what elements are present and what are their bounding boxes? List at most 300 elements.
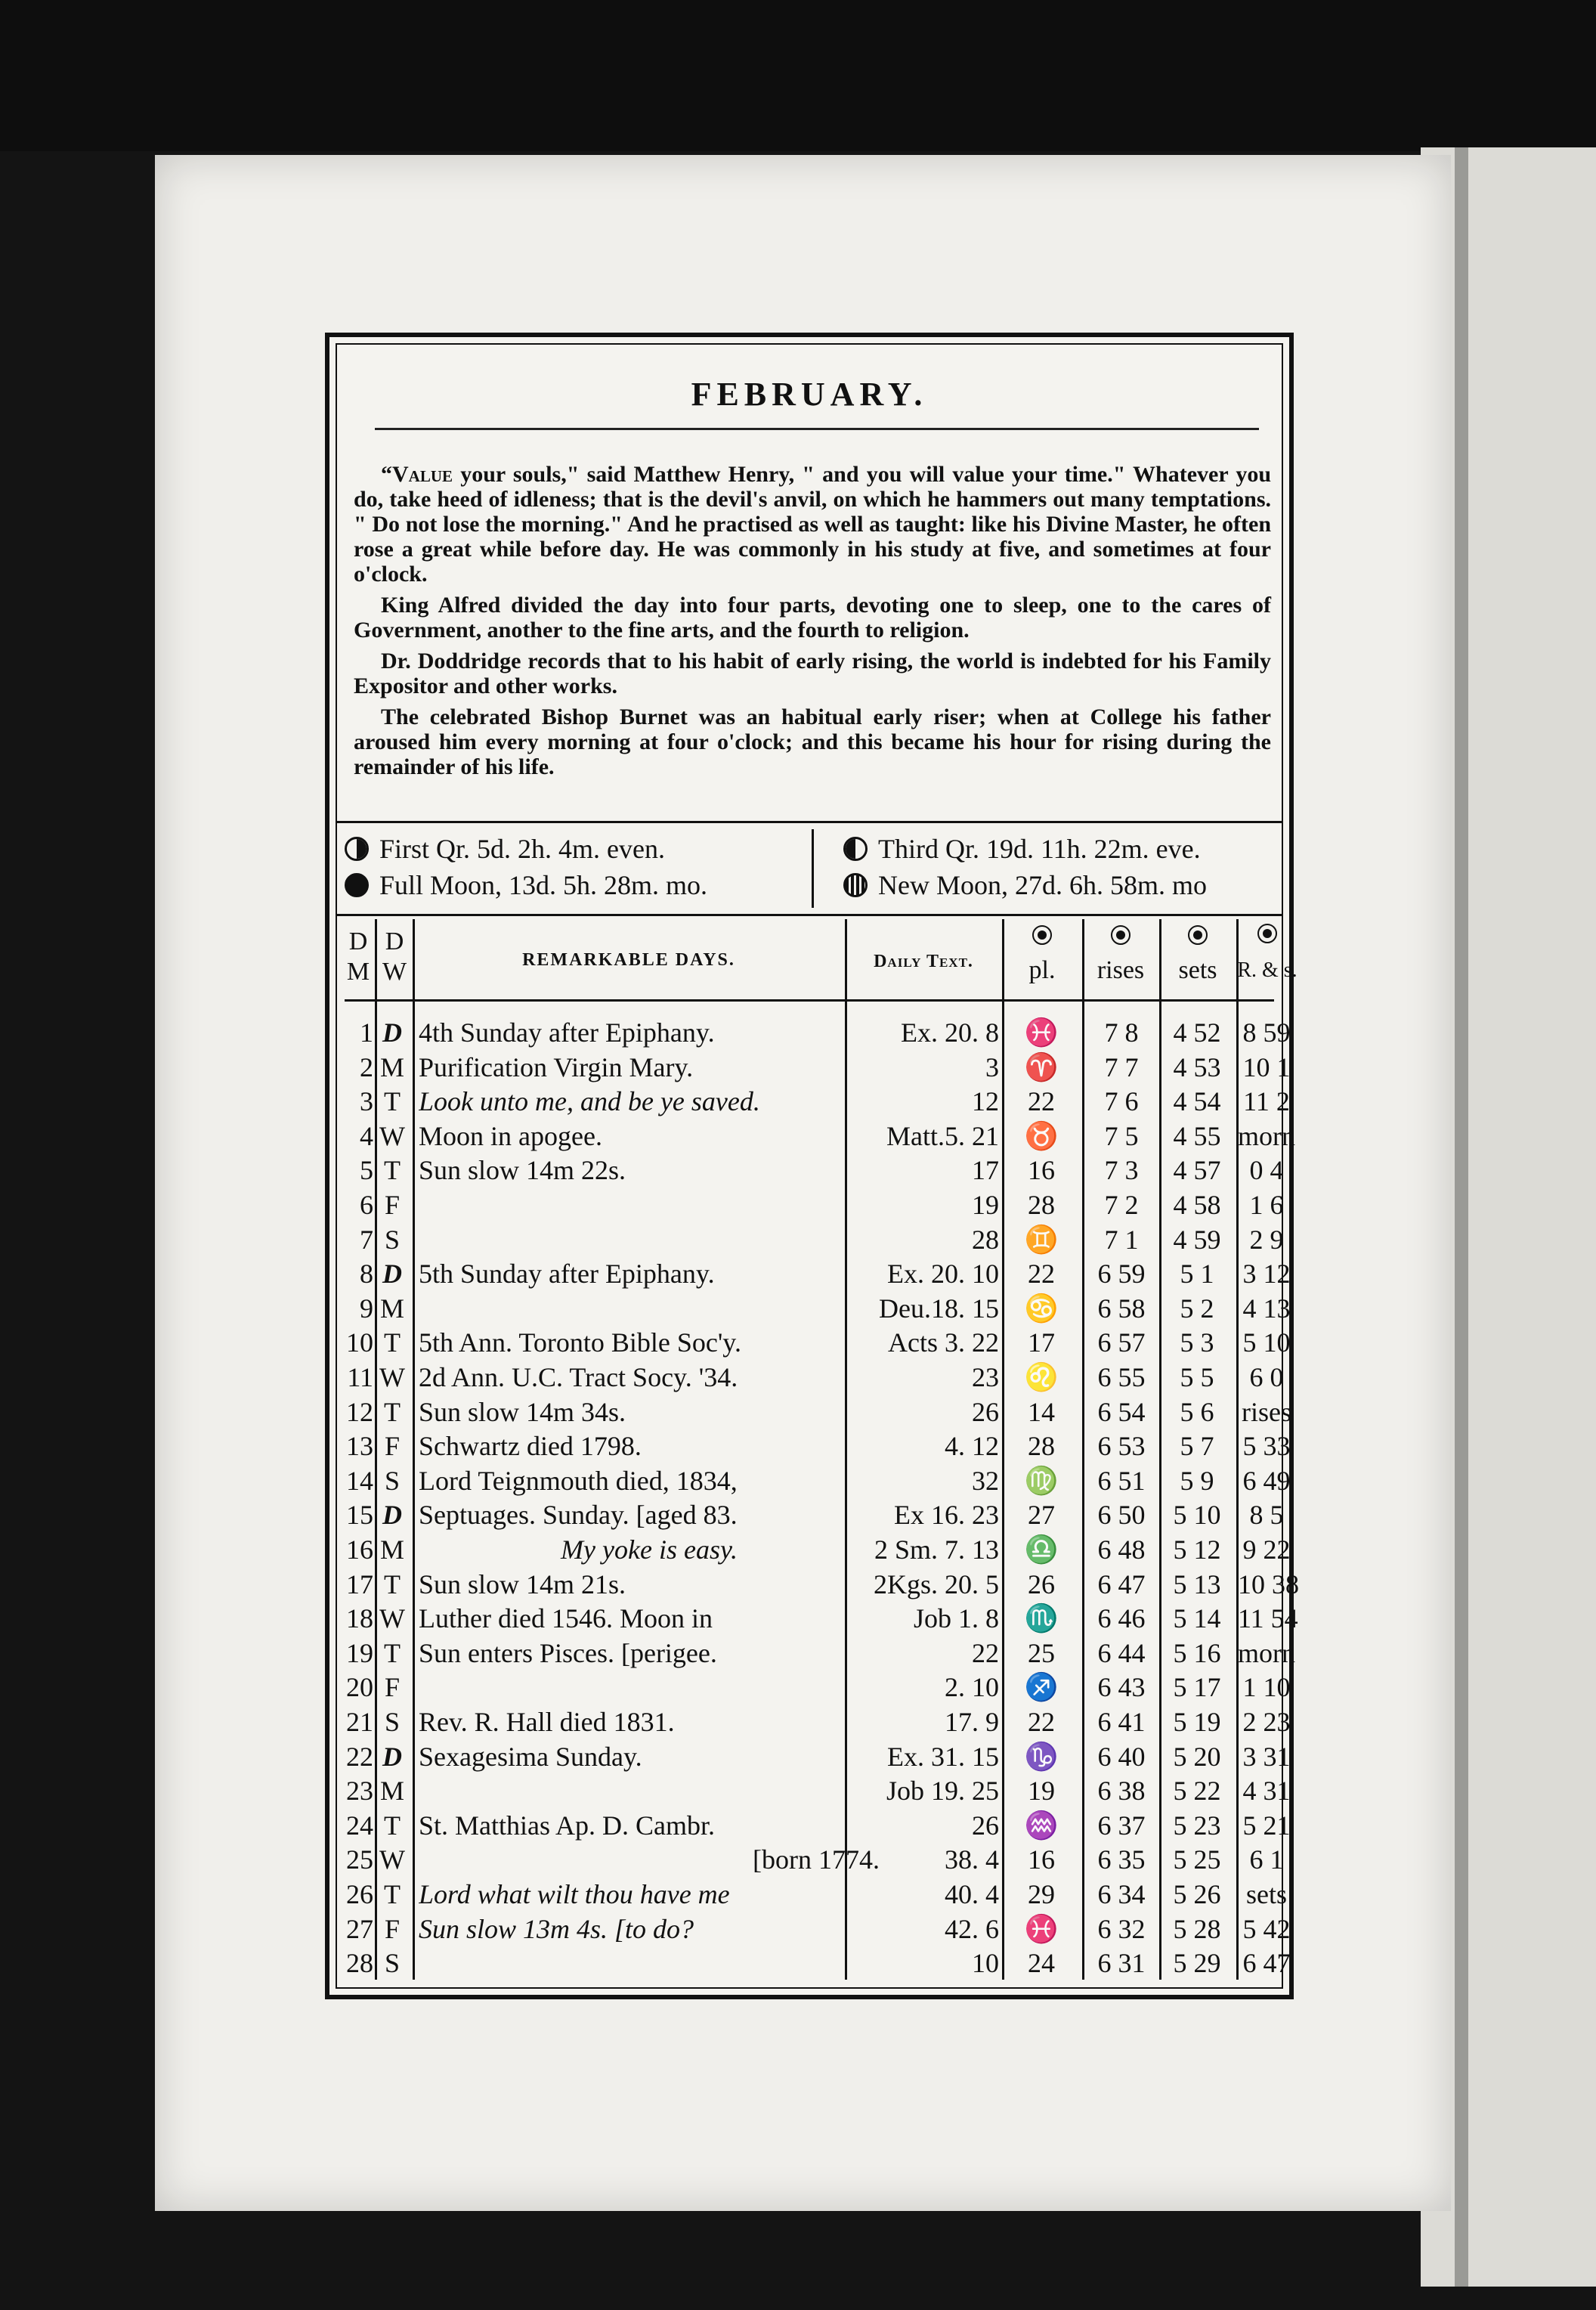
sun-rises: 6 37 xyxy=(1097,1810,1146,1841)
day-of-month: 12 xyxy=(346,1396,373,1427)
third-quarter-icon xyxy=(843,837,868,861)
day-of-month: 5 xyxy=(360,1155,373,1186)
table-row xyxy=(337,1602,1298,1636)
remarkable-day: Sun slow 14m 21s. xyxy=(419,1568,626,1599)
daily-text: 22 xyxy=(972,1637,999,1668)
daily-text: 19 xyxy=(972,1190,999,1220)
moon-place: ♈ xyxy=(1024,1051,1059,1082)
day-of-week: S xyxy=(384,1465,401,1496)
moon-rises-sets: 8 59 xyxy=(1242,1017,1291,1048)
moon-rises-sets: 3 12 xyxy=(1242,1259,1291,1290)
sun-rises: 6 41 xyxy=(1097,1707,1146,1737)
remarkable-day: Sun slow 14m 34s. xyxy=(419,1396,626,1427)
day-of-month: 20 xyxy=(346,1672,373,1703)
daily-text: 4. 12 xyxy=(945,1431,999,1462)
full-moon xyxy=(345,867,707,903)
sun-rises: 7 8 xyxy=(1104,1017,1139,1048)
sun-sets: 5 2 xyxy=(1180,1293,1214,1324)
moon-rises-sets: 2 23 xyxy=(1242,1707,1291,1737)
sun-sets: 5 29 xyxy=(1173,1948,1221,1979)
daily-text: 2. 10 xyxy=(945,1672,999,1703)
moon-rises-sets: 5 42 xyxy=(1242,1913,1291,1944)
table-row xyxy=(337,1051,1291,1085)
table-row xyxy=(337,1257,1291,1291)
daily-text: 26 xyxy=(972,1396,999,1427)
table-row xyxy=(337,1188,1282,1222)
moon-place: 22 xyxy=(1028,1707,1055,1737)
table-row xyxy=(337,1912,1291,1946)
day-of-week: M xyxy=(379,1293,404,1324)
moon-place: 16 xyxy=(1028,1844,1055,1875)
day-of-week: F xyxy=(384,1672,401,1703)
table-row xyxy=(337,1395,1291,1429)
sun-rises: 7 1 xyxy=(1104,1224,1139,1255)
remarkable-day: Look unto me, and be ye saved. xyxy=(419,1086,760,1117)
day-of-week: S xyxy=(384,1948,401,1979)
moon-place: ♉ xyxy=(1024,1120,1059,1151)
daily-text: 40. 4 xyxy=(945,1879,999,1909)
first-quarter-text: First Qr. 5d. 2h. 4m. even. xyxy=(379,834,665,864)
calendar-inner xyxy=(336,343,1299,1989)
moon-rises-sets: 1 10 xyxy=(1242,1672,1291,1703)
table-row xyxy=(337,1223,1282,1257)
table-row xyxy=(337,1429,1291,1463)
day-of-week: T xyxy=(384,1396,401,1427)
table-row xyxy=(337,1740,1291,1774)
moon-rises-sets: 5 10 xyxy=(1242,1327,1291,1358)
day-of-month: 8 xyxy=(360,1259,373,1290)
sun-rises: 6 47 xyxy=(1097,1568,1146,1599)
table-row xyxy=(337,1464,1291,1498)
moon-place: ♒ xyxy=(1024,1810,1059,1841)
remarkable-day: Sun slow 13m 4s. [to do? xyxy=(419,1913,694,1944)
daily-text: Ex. 20. 10 xyxy=(887,1259,999,1290)
sun-sets: 5 13 xyxy=(1173,1568,1221,1599)
sun-rises: 6 31 xyxy=(1097,1948,1146,1979)
day-of-week: F xyxy=(384,1190,401,1220)
daily-text: Deu.18. 15 xyxy=(879,1293,999,1324)
remarkable-day: Sun enters Pisces. [perigee. xyxy=(419,1637,717,1668)
daily-text: 10 xyxy=(972,1948,999,1979)
day-of-week: S xyxy=(384,1707,401,1737)
day-of-week: T xyxy=(384,1568,401,1599)
sun-rises: 6 51 xyxy=(1097,1465,1146,1496)
daily-text: Job 1. 8 xyxy=(913,1603,999,1634)
table-row xyxy=(337,1326,1291,1360)
daily-text: 3 xyxy=(985,1051,999,1082)
sun-sets: 5 7 xyxy=(1180,1431,1214,1462)
table-row xyxy=(337,1843,1282,1877)
day-of-month: 17 xyxy=(346,1568,373,1599)
day-of-week: M xyxy=(379,1776,404,1807)
table-row xyxy=(337,1292,1291,1326)
remarkable-day: Rev. R. Hall died 1831. xyxy=(419,1707,675,1737)
intro-paragraph-3: Dr. Doddridge records that to his habit of early rising, the world is indebted for his Family Expositor and other works. xyxy=(354,649,1271,698)
moon-divider xyxy=(812,829,814,908)
sun-rises: 6 43 xyxy=(1097,1672,1146,1703)
moon-place: 25 xyxy=(1028,1637,1055,1668)
header-dw-bottom: W xyxy=(382,958,407,986)
remarkable-day: Moon in apogee. xyxy=(419,1120,602,1151)
moon-place: ♏ xyxy=(1024,1603,1059,1634)
day-of-month: 18 xyxy=(346,1603,373,1634)
day-of-week: D xyxy=(382,1741,402,1772)
sun-sets: 4 58 xyxy=(1173,1190,1221,1220)
daily-text: Ex. 31. 15 xyxy=(887,1741,999,1772)
sun-sets: 5 5 xyxy=(1180,1362,1214,1392)
header-dm xyxy=(342,927,375,987)
day-of-week: D xyxy=(382,1259,402,1290)
header-dw xyxy=(376,927,413,987)
day-of-month: 22 xyxy=(346,1741,373,1772)
day-of-month: 26 xyxy=(346,1879,373,1909)
sun-sets: 4 57 xyxy=(1173,1155,1221,1186)
moon-place: ♍ xyxy=(1024,1465,1059,1496)
moon-rises-sets: 11 2 xyxy=(1243,1086,1290,1117)
table-row xyxy=(337,1568,1299,1602)
sun-rises: 6 32 xyxy=(1097,1913,1146,1944)
header-dm-bottom: M xyxy=(346,958,370,986)
moon-place: 29 xyxy=(1028,1879,1055,1909)
daily-text: Ex 16. 23 xyxy=(894,1500,999,1531)
header-underline xyxy=(345,999,1274,1002)
sun-rises: 6 40 xyxy=(1097,1741,1146,1772)
moon-place: ♓ xyxy=(1024,1913,1059,1944)
sun-sets: 5 22 xyxy=(1173,1776,1221,1807)
header-rises-label: rises xyxy=(1096,956,1145,984)
sun-sets: 5 14 xyxy=(1173,1603,1221,1634)
day-of-month: 7 xyxy=(360,1224,373,1255)
day-of-week: T xyxy=(384,1327,401,1358)
table-row xyxy=(337,1671,1291,1705)
day-of-week: T xyxy=(384,1810,401,1841)
moon-phases xyxy=(337,821,1282,916)
moon-place: 14 xyxy=(1028,1396,1055,1427)
header-sets-label: sets xyxy=(1178,956,1217,984)
moon-place: ♓ xyxy=(1024,1017,1059,1048)
sun-rises: 7 3 xyxy=(1104,1155,1139,1186)
daily-text: 2 Sm. 7. 13 xyxy=(874,1534,999,1565)
sun-sets: 5 10 xyxy=(1173,1500,1221,1531)
moon-rises-sets: 6 1 xyxy=(1249,1844,1284,1875)
remarkable-day: 5th Sunday after Epiphany. xyxy=(419,1259,715,1290)
sun-rises: 6 59 xyxy=(1097,1259,1146,1290)
moon-phases-left xyxy=(345,831,707,903)
sun-sets: 5 1 xyxy=(1180,1259,1214,1290)
table-row xyxy=(337,1946,1291,1980)
day-of-week: F xyxy=(384,1913,401,1944)
table-row xyxy=(337,1533,1291,1567)
day-of-month: 24 xyxy=(346,1810,373,1841)
sun-sets: 5 23 xyxy=(1173,1810,1221,1841)
table-row xyxy=(337,1016,1291,1050)
moon-place: 19 xyxy=(1028,1776,1055,1807)
header-dm-top: D xyxy=(348,927,368,955)
moon-rises-sets: 4 13 xyxy=(1242,1293,1291,1324)
month-title: FEBRUARY. xyxy=(691,376,928,413)
title-rule xyxy=(375,428,1259,430)
day-of-month: 16 xyxy=(346,1534,373,1565)
sun-sets: 4 54 xyxy=(1173,1086,1221,1117)
header-rs-symbol xyxy=(1236,922,1298,955)
table-row xyxy=(337,1878,1287,1912)
table-row xyxy=(337,1361,1282,1395)
table-row xyxy=(337,1119,1295,1153)
sun-rises: 6 50 xyxy=(1097,1500,1146,1531)
remarkable-day: Sun slow 14m 22s. xyxy=(419,1155,626,1186)
sun-rises: 6 57 xyxy=(1097,1327,1146,1358)
moon-place: 22 xyxy=(1028,1259,1055,1290)
remarkable-day: 5th Ann. Toronto Bible Soc'y. xyxy=(419,1327,741,1358)
daily-text: 28 xyxy=(972,1224,999,1255)
moon-rises-sets: 4 31 xyxy=(1242,1776,1291,1807)
daily-text: 32 xyxy=(972,1465,999,1496)
remarkable-day: St. Matthias Ap. D. Cambr. xyxy=(419,1810,716,1841)
remarkable-day: Schwartz died 1798. xyxy=(419,1431,642,1462)
header-rises-symbol xyxy=(1082,922,1159,955)
header-dw-top: D xyxy=(385,927,404,955)
header-pl-label: pl. xyxy=(1028,956,1056,984)
remarkable-day: Luther died 1546. Moon in xyxy=(419,1603,713,1634)
header-daily-text: Daily Text. xyxy=(874,952,973,971)
sun-sets: 5 9 xyxy=(1180,1465,1214,1496)
daily-text: Matt.5. 21 xyxy=(886,1120,999,1151)
sun-sets: 4 53 xyxy=(1173,1051,1221,1082)
moon-rises-sets: 2 9 xyxy=(1249,1224,1284,1255)
moon-rises-sets: 6 47 xyxy=(1242,1948,1291,1979)
sun-sets: 5 3 xyxy=(1180,1327,1214,1358)
sun-rises: 6 34 xyxy=(1097,1879,1146,1909)
day-of-month: 2 xyxy=(360,1051,373,1082)
intro-paragraph-4: The celebrated Bishop Burnet was an habitual early riser; when at College his father aroused him every morning at four o'clock; and this became his hour for rising during the remainder of his life. xyxy=(354,704,1271,779)
moon-place: 27 xyxy=(1028,1500,1055,1531)
moon-place: 16 xyxy=(1028,1155,1055,1186)
sun-rises: 6 35 xyxy=(1097,1844,1146,1875)
moon-rises-sets: morn xyxy=(1238,1120,1295,1151)
sun-rises: 6 46 xyxy=(1097,1603,1146,1634)
table-row xyxy=(337,1809,1291,1843)
daily-text: 17. 9 xyxy=(945,1707,999,1737)
page-edge xyxy=(1455,147,1468,2287)
day-of-week: S xyxy=(384,1224,401,1255)
sun-sets: 5 19 xyxy=(1173,1707,1221,1737)
moon-place: 24 xyxy=(1028,1948,1055,1979)
sun-sets: 5 28 xyxy=(1173,1913,1221,1944)
header-remarkable-days: REMARKABLE DAYS. xyxy=(522,950,735,970)
day-of-month: 21 xyxy=(346,1707,373,1737)
sun-sets: 5 12 xyxy=(1173,1534,1221,1565)
moon-rises-sets: rises xyxy=(1242,1396,1291,1427)
sun-rises: 7 2 xyxy=(1104,1190,1139,1220)
daily-text: Acts 3. 22 xyxy=(888,1327,999,1358)
day-of-week: W xyxy=(379,1362,405,1392)
remarkable-day: Lord what wilt thou have me xyxy=(419,1879,730,1909)
table-row xyxy=(337,1637,1295,1671)
daily-text: Ex. 20. 8 xyxy=(901,1017,999,1048)
new-moon-icon xyxy=(843,873,868,897)
day-of-week: M xyxy=(379,1051,404,1082)
moon-rises-sets: 10 1 xyxy=(1242,1051,1291,1082)
moon-rises-sets: 5 21 xyxy=(1242,1810,1291,1841)
moon-rises-sets: 3 31 xyxy=(1242,1741,1291,1772)
sun-sets: 4 52 xyxy=(1173,1017,1221,1048)
calendar-frame xyxy=(325,333,1299,1999)
moon-rises-sets: morn xyxy=(1238,1637,1295,1668)
moon-place: 22 xyxy=(1028,1086,1055,1117)
sun-rises: 6 48 xyxy=(1097,1534,1146,1565)
moon-place: 28 xyxy=(1028,1431,1055,1462)
table-row xyxy=(337,1705,1291,1739)
day-of-month: 14 xyxy=(346,1465,373,1496)
intro-lead-word: Value xyxy=(392,462,453,487)
day-of-week: W xyxy=(379,1844,405,1875)
third-quarter-text: Third Qr. 19d. 11h. 22m. eve. xyxy=(878,834,1201,864)
daily-text: 26 xyxy=(972,1810,999,1841)
dark-background xyxy=(0,0,1596,151)
moon-place: ♎ xyxy=(1024,1534,1059,1565)
daily-text: 42. 6 xyxy=(945,1913,999,1944)
day-of-month: 28 xyxy=(346,1948,373,1979)
header-sets-symbol xyxy=(1159,922,1236,955)
table-header xyxy=(337,919,1298,1001)
moon-rises-sets: 6 0 xyxy=(1249,1362,1284,1392)
sun-rises: 7 5 xyxy=(1104,1120,1139,1151)
calendar-table xyxy=(337,919,1299,1987)
sun-rises: 7 6 xyxy=(1104,1086,1139,1117)
new-moon-text: New Moon, 27d. 6h. 58m. mo xyxy=(878,870,1207,900)
sun-rises: 6 44 xyxy=(1097,1637,1146,1668)
header-pl-symbol xyxy=(1002,922,1082,955)
day-of-week: T xyxy=(384,1086,401,1117)
moon-rises-sets: 11 54 xyxy=(1238,1603,1298,1634)
day-of-week: D xyxy=(382,1017,402,1048)
day-of-month: 19 xyxy=(346,1637,373,1668)
sun-sets: 5 16 xyxy=(1173,1637,1221,1668)
moon-place: ♊ xyxy=(1024,1224,1059,1255)
remarkable-day: Lord Teignmouth died, 1834, xyxy=(419,1465,738,1496)
moon-place: ♌ xyxy=(1024,1362,1059,1392)
moon-place: 17 xyxy=(1028,1327,1055,1358)
day-of-month: 15 xyxy=(346,1500,373,1531)
moon-place: ♑ xyxy=(1024,1741,1059,1772)
header-rs xyxy=(1236,922,1298,986)
intro-paragraph-2: King Alfred divided the day into four parts, devoting one to sleep, one to the cares of Government, another to the fine arts, and the fourth to religion. xyxy=(354,593,1271,643)
sun-rises: 6 54 xyxy=(1097,1396,1146,1427)
remarkable-day: Septuages. Sunday. [aged 83. xyxy=(419,1500,738,1531)
moon-face-icon xyxy=(1032,925,1052,945)
moon-face-icon xyxy=(1257,924,1277,943)
daily-text: 2Kgs. 20. 5 xyxy=(873,1568,999,1599)
moon-place: ♋ xyxy=(1024,1293,1059,1324)
header-pl xyxy=(1002,922,1082,986)
sun-icon xyxy=(1111,925,1130,945)
sun-sets: 5 17 xyxy=(1173,1672,1221,1703)
daily-text: Job 19. 25 xyxy=(886,1776,999,1807)
moon-place: 28 xyxy=(1028,1190,1055,1220)
daily-text: 23 xyxy=(972,1362,999,1392)
header-sets xyxy=(1159,922,1236,986)
sun-icon xyxy=(1188,925,1208,945)
table-row xyxy=(337,1153,1282,1188)
moon-rises-sets: 1 6 xyxy=(1249,1190,1284,1220)
table-row xyxy=(337,1774,1291,1808)
remarkable-day: 2d Ann. U.C. Tract Socy. '34. xyxy=(419,1362,738,1392)
day-of-week: M xyxy=(379,1534,404,1565)
intro-text xyxy=(354,462,1271,785)
day-of-week: T xyxy=(384,1637,401,1668)
moon-phases-right xyxy=(843,831,1207,903)
day-of-month: 27 xyxy=(346,1913,373,1944)
moon-rises-sets: 5 33 xyxy=(1242,1431,1291,1462)
moon-rises-sets: 6 49 xyxy=(1242,1465,1291,1496)
remarkable-day: 4th Sunday after Epiphany. xyxy=(419,1017,715,1048)
remarkable-day: My yoke is easy. xyxy=(561,1534,738,1565)
sun-sets: 5 26 xyxy=(1173,1879,1221,1909)
day-of-month: 4 xyxy=(360,1120,373,1151)
day-of-week: W xyxy=(379,1603,405,1634)
remarkable-day: Purification Virgin Mary. xyxy=(419,1051,694,1082)
remarkable-day: Sexagesima Sunday. xyxy=(419,1741,642,1772)
day-of-month: 11 xyxy=(347,1362,373,1392)
sun-rises: 6 38 xyxy=(1097,1776,1146,1807)
day-of-month: 9 xyxy=(360,1293,373,1324)
day-of-month: 6 xyxy=(360,1190,373,1220)
moon-rises-sets: 9 22 xyxy=(1242,1534,1291,1565)
full-moon-text: Full Moon, 13d. 5h. 28m. mo. xyxy=(379,870,708,900)
new-moon xyxy=(843,867,1207,903)
moon-rises-sets: 10 38 xyxy=(1238,1568,1299,1599)
moon-rises-sets: sets xyxy=(1246,1879,1287,1909)
sun-sets: 5 25 xyxy=(1173,1844,1221,1875)
day-of-month: 1 xyxy=(360,1017,373,1048)
sun-sets: 4 55 xyxy=(1173,1120,1221,1151)
sun-sets: 5 20 xyxy=(1173,1741,1221,1772)
sun-rises: 6 53 xyxy=(1097,1431,1146,1462)
day-of-month: 23 xyxy=(346,1776,373,1807)
day-of-week: T xyxy=(384,1155,401,1186)
first-quarter-icon xyxy=(345,837,369,861)
moon-rises-sets: 8 5 xyxy=(1249,1500,1284,1531)
moon-rises-sets: 0 4 xyxy=(1249,1155,1284,1186)
sun-rises: 6 58 xyxy=(1097,1293,1146,1324)
daily-text: 17 xyxy=(972,1155,999,1186)
sun-rises: 6 55 xyxy=(1097,1362,1146,1392)
moon-place: 26 xyxy=(1028,1568,1055,1599)
day-of-week: D xyxy=(382,1500,402,1531)
table-row xyxy=(337,1085,1290,1119)
sun-rises: 7 7 xyxy=(1104,1051,1139,1082)
day-of-week: F xyxy=(384,1431,401,1462)
daily-text: 38. 4 xyxy=(945,1844,999,1875)
full-moon-icon xyxy=(345,873,369,897)
first-quarter xyxy=(345,831,707,867)
day-of-week: T xyxy=(384,1879,401,1909)
intro-paragraph-1: “Value your souls," said Matthew Henry, " and you will value your time." Whatever you do, take heed of idleness; that is the devil's anvil, on which he hammers out many temptations. " Do not lose the morning." And he practised as well as taught: like his Divine Master, he often rose a great while before day. He was commonly in his study at five, and sometimes at four o'clock. xyxy=(354,462,1271,587)
sun-sets: 4 59 xyxy=(1173,1224,1221,1255)
daily-text: 12 xyxy=(972,1086,999,1117)
day-of-month: 13 xyxy=(346,1431,373,1462)
header-rs-label: R. & s. xyxy=(1237,958,1298,982)
day-of-month: 3 xyxy=(360,1086,373,1117)
table-row xyxy=(337,1498,1282,1532)
moon-place: ♐ xyxy=(1024,1672,1059,1703)
header-rises xyxy=(1082,922,1159,986)
third-quarter xyxy=(843,831,1207,867)
remarkable-day: [born 1774. xyxy=(753,1844,880,1875)
sun-sets: 5 6 xyxy=(1180,1396,1214,1427)
day-of-week: W xyxy=(379,1120,405,1151)
day-of-month: 10 xyxy=(346,1327,373,1358)
